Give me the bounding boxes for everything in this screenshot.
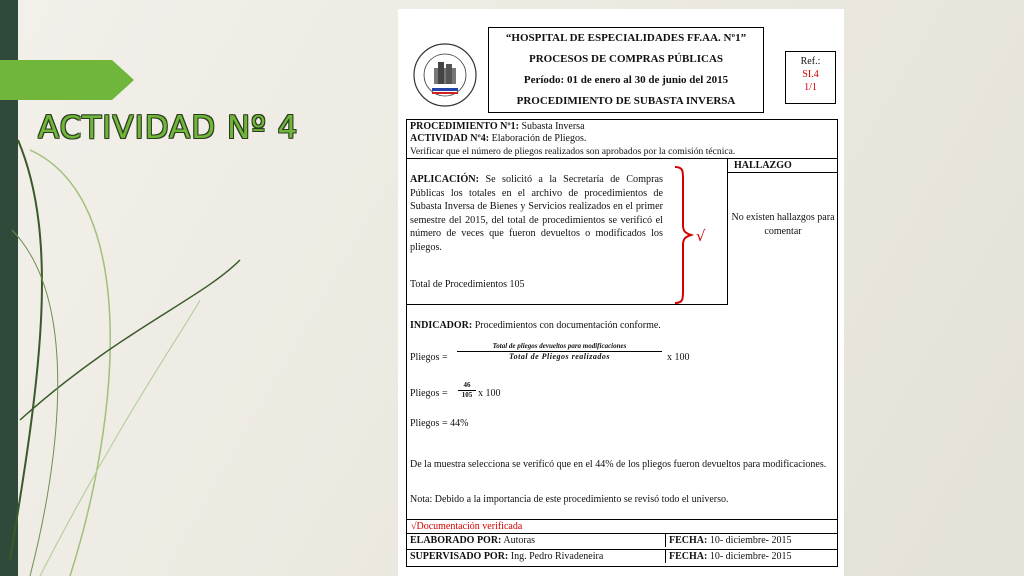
ref-page: 1/1 (804, 82, 817, 93)
formula-numerator: Total de pliegos devueltos para modificaciones (457, 342, 662, 352)
elaborado-value: Autoras (503, 535, 536, 546)
fecha2-label: FECHA: (669, 551, 708, 562)
indicator-line (410, 319, 661, 332)
application-text (410, 173, 663, 255)
period: Período: 01 de enero al 30 de junio del 2015 (523, 74, 729, 86)
procedure-row (406, 119, 838, 132)
check-mark: √ (696, 227, 706, 245)
supervisado-value: Ing. Pedro Rivadeneira (510, 551, 604, 562)
calc-denominator: 105 (461, 391, 473, 399)
formula-label: Pliegos = (410, 352, 448, 363)
footer-row-supervisado (407, 549, 837, 562)
footer-row-elaborado (407, 533, 837, 546)
verify-row: Verificar que el número de pliegos realizados son aprobados por la comisión técnica. (406, 145, 838, 158)
application-body: Se solicitó a la Secretaría de Compras Públicas los totales en el archivo de procedimientos de Subasta Inversa de Bienes y Servicios realizados en el primer semestre del 2015, del total de procedimientos se verificó el número de veces que fueron devueltos o modificados los pliegos. (410, 174, 664, 253)
main-section (406, 158, 838, 567)
conclusion-text: De la muestra selecciona se verificó que en el 44% de los pliegos fueron devueltos para modificaciones. (410, 459, 827, 470)
application-label: APLICACIÓN: (410, 174, 480, 185)
procedure-value: Subasta Inversa (521, 121, 585, 132)
indicator-label: INDICADOR: (410, 320, 473, 331)
application-total: Total de Procedimientos 105 (410, 279, 525, 290)
audit-document (398, 9, 844, 576)
formula-denominator: Total de Pliegos realizados (509, 352, 610, 361)
procedure-name: PROCEDIMIENTO DE SUBASTA INVERSA (516, 95, 736, 107)
footer-divider (665, 534, 666, 547)
fecha-label: FECHA: (669, 535, 708, 546)
header-title-box (488, 27, 764, 113)
elaborado-label: ELABORADO POR: (410, 535, 502, 546)
activity-value: Elaboración de Pliegos. (491, 133, 587, 144)
process-name: PROCESOS DE COMPRAS PÚBLICAS (528, 53, 724, 65)
note-text: Nota: Debido a la importancia de este procedimiento se revisó todo el universo. (410, 494, 729, 505)
hospital-name: “HOSPITAL DE ESPECIALIDADES FF.AA. Nº1” (505, 32, 747, 44)
activity-label: ACTIVIDAD Nº4: (410, 133, 490, 144)
fecha2-value: 10- diciembre- 2015 (709, 551, 792, 562)
verified-note: √Documentación verificada (407, 519, 837, 533)
calc-numerator: 46 (458, 381, 476, 391)
calc-fraction (458, 381, 476, 400)
calc-multiplier: x 100 (478, 388, 501, 399)
indicator-value: Procedimientos con documentación conforme. (474, 320, 661, 331)
procedure-label: PROCEDIMIENTO Nº1: (410, 121, 519, 132)
ref-label: Ref.: (800, 56, 821, 67)
formula-multiplier: x 100 (667, 352, 690, 363)
hallazgo-text: No existen hallazgos para comentar (731, 212, 835, 237)
hallazgo-title: HALLAZGO (728, 159, 838, 173)
supervisado-label: SUPERVISADO POR: (410, 551, 509, 562)
result-line: Pliegos = 44% (410, 418, 469, 429)
ref-code: SI.4 (802, 69, 819, 80)
slide-title: ACTIVIDAD Nº 4 (38, 110, 299, 146)
red-brace-icon (669, 165, 711, 305)
reference-box (785, 51, 836, 104)
calc-label: Pliegos = (410, 388, 448, 399)
fecha-value: 10- diciembre- 2015 (709, 535, 792, 546)
formula-fraction (457, 342, 662, 361)
hospital-seal-icon (412, 42, 478, 108)
application-cell (407, 159, 728, 305)
green-arrow-tab (0, 60, 112, 100)
footer-divider (665, 550, 666, 563)
activity-row (406, 132, 838, 145)
document-header (406, 14, 838, 122)
